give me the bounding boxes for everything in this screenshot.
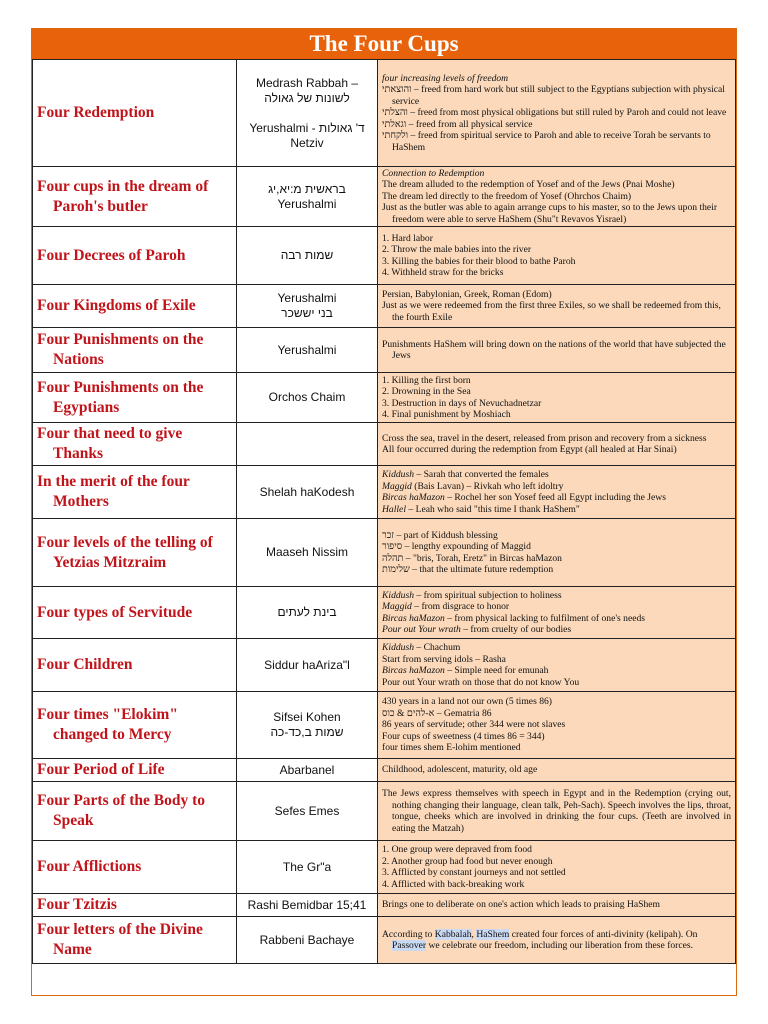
table-row [33,423,736,466]
topic-cell [33,894,237,917]
topic-cell [33,466,237,519]
detail-text: – Sarah that converted the females [414,469,549,480]
detail-text: Start from serving idols – Rasha [382,653,506,665]
details-cell [378,60,736,167]
page-title: The Four Cups [32,29,736,60]
source-line: Rabbeni Bachaye [259,932,355,947]
source-cell [237,328,378,373]
source-line: בראשית מ:יא,יג [268,181,346,196]
detail-text: – Simple need for emunah [444,665,549,676]
detail-line [382,654,731,666]
table-row [33,894,736,917]
table-row [33,917,736,964]
source-line: Medrash Rabbah – [255,75,359,90]
detail-text: created four forces of anti-divinity (kelipah). On [509,928,698,940]
detail-line: 1. Hard labor [382,232,433,244]
topic-cell [33,373,237,423]
highlighted-term-passover[interactable]: Passover [392,940,427,951]
source-line: Maaseh Nissim [265,545,349,559]
details-cell [378,759,736,782]
detail-text: – Leah who said "this time I thank HaShem" [405,503,580,515]
topic-label: Four Punishments on the Egyptians [37,378,204,416]
detail-term: Bircas haMazon [382,492,445,503]
source-cell [237,466,378,519]
detail-line [382,601,731,613]
source-cell [237,587,378,639]
detail-line: סיפור – lengthy expounding of Maggid [382,541,531,552]
source-line: בינת לעתים [277,605,337,619]
detail-line: תהלה – "bris, Torah, Eretz" in Bircas haMazon [382,552,562,564]
source-cell [237,423,378,466]
source-line: Netziv [290,135,324,150]
source-cell [237,167,378,227]
source-line: לשונות של גאולה [264,90,350,105]
detail-line [382,492,731,504]
detail-line [382,677,731,689]
topic-label: Four Children [37,656,133,673]
detail-line [382,481,731,493]
detail-line: 2. Another group had food but never enough [382,855,553,867]
highlighted-term-hashem[interactable]: HaShem [476,928,510,940]
detail-text: According to [382,928,435,940]
detail-line [382,624,731,636]
detail-term: Hallel [382,503,406,515]
source-line: Shelah haKodesh [259,484,355,499]
detail-text: – from cruelty of our bodies [460,624,572,635]
table-row [33,227,736,285]
table-row [33,782,736,841]
detail-line [382,613,731,625]
source-line: Yerushalmi - ד' גאולות [249,120,365,135]
detail-line: ולקחתי – freed from spiritual service to Paroh and able to receive Torah be servants to HaShem [382,130,711,153]
highlighted-term-kabbalah[interactable]: Kabbalah [434,928,472,940]
detail-line: The dream led directly to the freedom of Yosef (Ohrchos Chaim) [382,190,632,202]
source-line: בני יששכר [281,306,333,320]
source-cell [237,373,378,423]
detail-text: – Rochel her son Yosef feed all Egypt including the Jews [444,492,666,503]
detail-line: 3. Destruction in days of Nevuchadnetzar [382,397,542,409]
source-line: Rashi Bemidbar 15;41 [247,897,367,912]
detail-text: (Bais Lavan) – Rivkah who left idoltry [411,480,564,492]
details-cell [378,227,736,285]
topic-label: Four Decrees of Paroh [37,246,186,264]
detail-line: The dream alluded to the redemption of Yosef and of the Jews (Pnai Moshe) [382,179,675,191]
details-cell [378,373,736,423]
table-row [33,639,736,692]
source-line: שמות ב,כד-כה [270,725,344,739]
detail-line: שלימות – that the ultimate future redemption [382,564,554,575]
details-cell [378,328,736,373]
details-cell [378,167,736,227]
details-cell [378,894,736,917]
topic-cell [33,587,237,639]
detail-line: All four occurred during the redemption from Egypt (all healed at Har Sinai) [382,444,677,455]
detail-text: – from spiritual subjection to holiness [414,589,562,601]
detail-line: 430 years in a land not our own (5 times 86) [382,696,552,708]
table-row [33,692,736,759]
detail-term: Maggid [382,480,412,492]
topic-label: Four that need to give Thanks [37,425,183,462]
detail-line: Persian, Babylonian, Greek, Roman (Edom) [382,288,552,300]
source-cell [237,60,378,167]
detail-text: we celebrate our freedom, including our liberation from these forces. [426,940,694,951]
detail-line: זכר – part of Kiddush blessing [382,529,498,541]
topic-label: Four types of Servitude [37,603,193,621]
source-line [240,437,374,452]
topic-cell [33,285,237,328]
table-row [33,519,736,587]
detail-term: Maggid [382,601,412,612]
detail-line: והוצאתי – freed from hard work but still subject to the Egyptians subjection with physical service [382,84,725,107]
detail-line: 1. Killing the first born [382,374,471,386]
detail-line [382,665,731,677]
source-line: The Gr"a [282,859,332,874]
topic-label: Four letters of the Divine Name [37,921,203,958]
source-cell [237,782,378,841]
detail-term: Kiddush [382,642,414,653]
detail-line: 3. Killing the babies for their blood to bathe Paroh [382,255,576,267]
source-line: Abarbanel [279,762,335,777]
detail-text: – Chachum [414,642,461,653]
table-row [33,285,736,328]
topic-label: Four Kingdoms of Exile [37,297,196,314]
detail-text: , [471,928,477,940]
detail-term: Bircas haMazon [382,612,445,624]
detail-line: four increasing levels of freedom [382,72,509,84]
topic-cell [33,519,237,587]
topic-cell [33,692,237,759]
detail-term: Kiddush [382,469,414,480]
topic-cell [33,759,237,782]
detail-line: 2. Drowning in the Sea [382,386,471,397]
topic-label: Four Parts of the Body to Speak [37,792,206,829]
detail-line: Cross the sea, travel in the desert, released from prison and recovery from a sickness [382,432,707,444]
topic-label: Four levels of the telling of Yetzias Mitzraim [37,533,213,571]
source-line: Sifsei Kohen [273,710,341,724]
source-line: Yerushalmi [277,196,337,211]
detail-line: והצלתי – freed from most physical obligations but still ruled by Paroh and could not leave [382,107,727,119]
source-line: Yerushalmi [277,291,337,305]
detail-text: Pour out Your wrath on those that do not know You [382,676,580,688]
detail-line: Connection to Redemption [382,167,485,179]
details-cell [378,519,736,587]
detail-line: 86 years of servitude; other 344 were not slaves [382,719,566,731]
detail-line: 3. Afflicted by constant journeys and not settled [382,867,566,878]
detail-line [382,929,731,952]
source-cell [237,841,378,894]
details-cell [378,692,736,759]
source-cell [237,894,378,917]
detail-line: Brings one to deliberate on one's action which leads to praising HaShem [382,899,661,911]
details-cell [378,639,736,692]
detail-term: Bircas haMazon [382,665,445,676]
details-cell [378,917,736,964]
detail-line: Punishments HaShem will bring down on the nations of the world that have subjected the Jews [382,338,726,361]
table-row [33,373,736,423]
topic-cell [33,782,237,841]
detail-line: Just as the butler was able to again arrange cups to his master, so to the Jews upon their freedom were able to serve HaShem (Shu"t Revavos Yisrael) [382,202,718,225]
details-cell [378,466,736,519]
detail-line [382,504,731,516]
details-cell [378,841,736,894]
detail-line: 4. Withheld straw for the bricks [382,267,504,278]
table-row [33,587,736,639]
topic-label: Four Punishments on the Nations [37,331,204,368]
detail-line: four times shem E-lohim mentioned [382,742,521,754]
source-line [240,106,374,121]
detail-line: 4. Afflicted with back-breaking work [382,878,525,890]
source-line: שמות רבה [280,248,334,262]
source-line: Siddur haAriza"l [264,657,350,672]
source-line: Orchos Chaim [268,390,346,404]
table-row [33,759,736,782]
table-row [33,328,736,373]
detail-line: 2. Throw the male babies into the river [382,244,532,255]
detail-line: וגאלתי – freed from all physical service [382,118,533,130]
table-row [33,167,736,227]
detail-line: 4. Final punishment by Moshiach [382,409,511,420]
source-cell [237,519,378,587]
source-cell [237,639,378,692]
detail-line [382,642,731,654]
topic-label: In the merit of the four Mothers [37,473,190,510]
source-cell [237,759,378,782]
detail-term: Pour out Your wrath [382,624,461,635]
topic-cell [33,328,237,373]
topic-cell [33,60,237,167]
detail-line: 1. One group were depraved from food [382,844,532,855]
source-line: Yerushalmi [277,342,337,357]
table-row [33,466,736,519]
topic-label: Four Afflictions [37,858,142,875]
topic-cell [33,227,237,285]
source-cell [237,692,378,759]
topic-cell [33,841,237,894]
topic-cell [33,423,237,466]
details-cell [378,782,736,841]
source-cell [237,227,378,285]
table-row [33,841,736,894]
details-cell [378,285,736,328]
detail-text: – from physical lacking to fulfilment of one's needs [444,612,646,624]
topic-label: Four cups in the dream of Paroh's butler [37,177,209,215]
source-cell [237,285,378,328]
detail-line: Four cups of sweetness (4 times 86 = 344) [382,730,545,742]
details-cell [378,587,736,639]
topic-cell [33,639,237,692]
source-cell [237,917,378,964]
topic-label: Four Tzitzis [37,896,117,913]
detail-text: – from disgrace to honor [411,601,510,612]
detail-line [382,469,731,481]
detail-line: Childhood, adolescent, maturity, old age [382,764,538,776]
table-row [33,60,736,167]
detail-line: The Jews express themselves with speech in Egypt and in the Redemption (crying out, nothing changing their language, clean talk, Peh-Sach). Speech involves the lips, throat, tongue, cheeks which are involved in drinking the four cups. (Teeth are involved in eating the Matzah) [382,788,731,834]
details-cell [378,423,736,466]
topic-label: Four times "Elokim" changed to Mercy [37,706,178,743]
topic-label: Four Period of Life [37,761,165,778]
document-page [31,28,737,996]
detail-line [382,590,731,602]
topic-cell [33,167,237,227]
topic-label: Four Redemption [37,104,155,121]
detail-line: א-להים & כוס – Gematria 86 [382,707,492,719]
topic-cell [33,917,237,964]
detail-line: Just as we were redeemed from the first three Exiles, so we shall be redeemed from this, the fourth Exile [382,300,721,323]
detail-term: Kiddush [382,589,414,601]
source-line: Sefes Emes [274,803,340,818]
four-cups-table [32,59,736,964]
